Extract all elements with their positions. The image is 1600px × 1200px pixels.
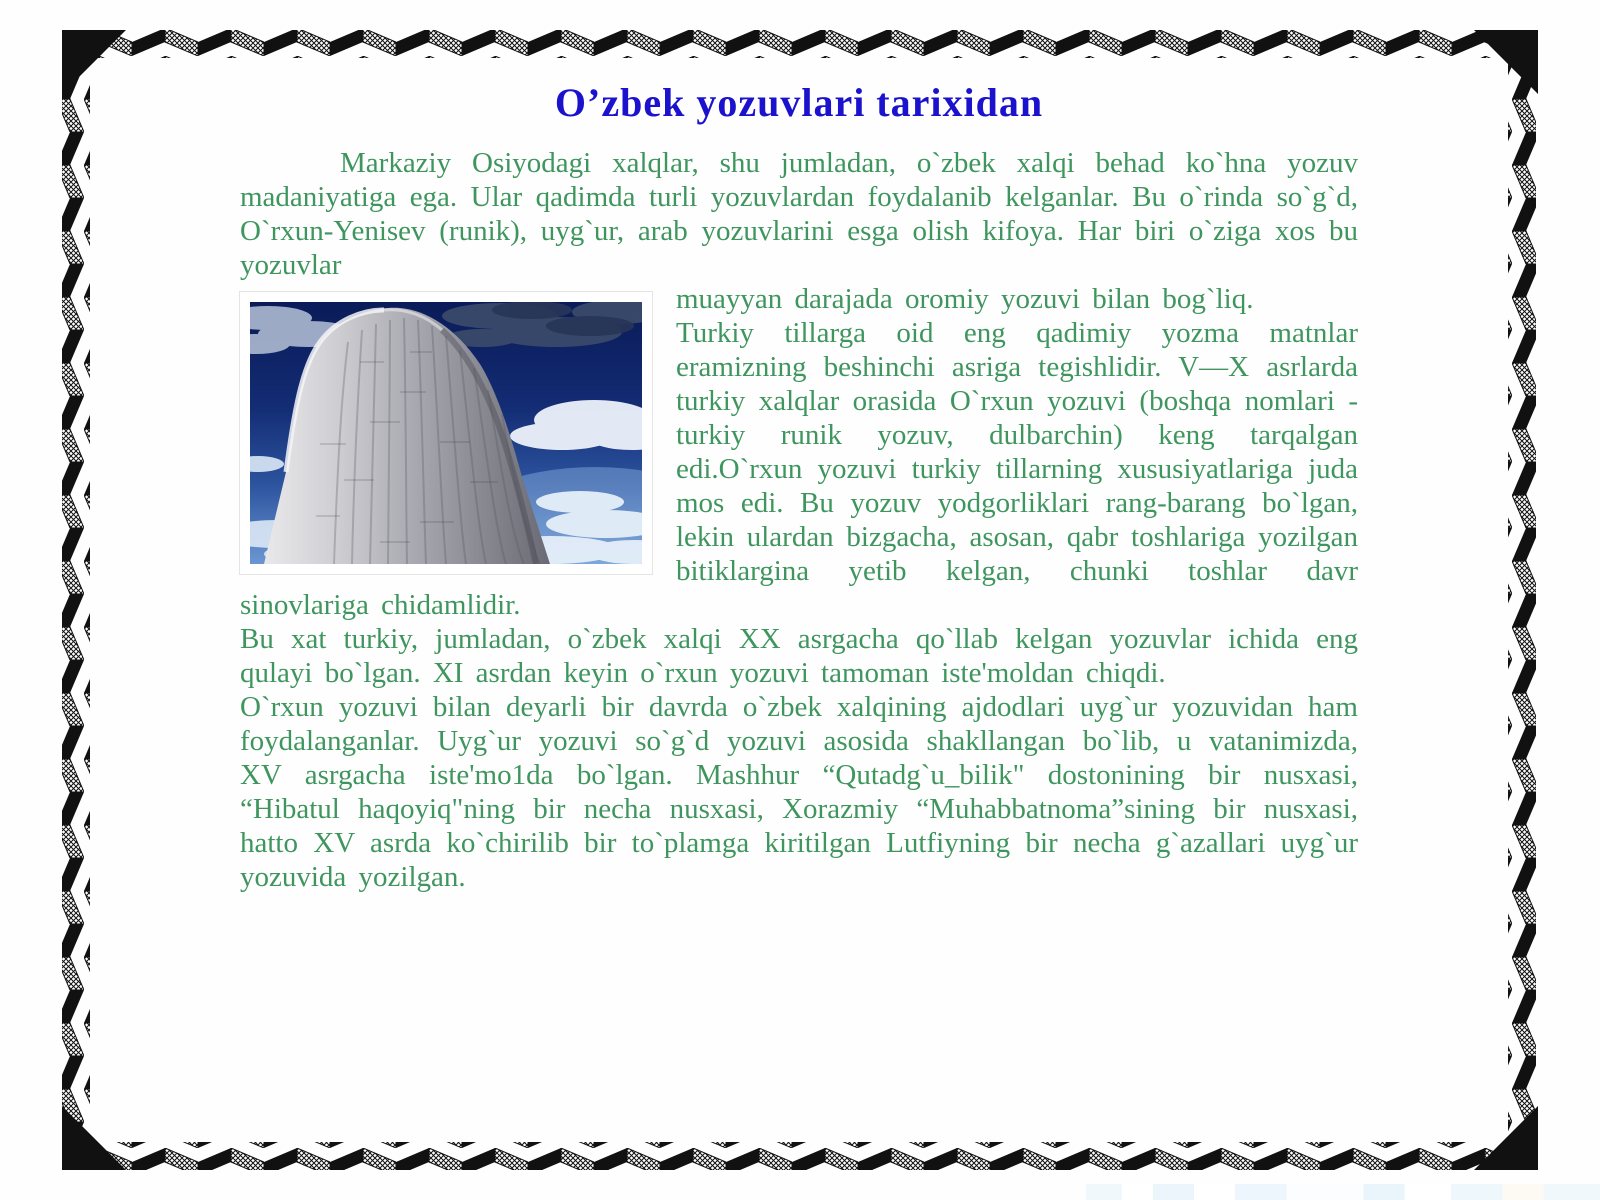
border-corner-bl — [62, 1106, 126, 1170]
stele-photo — [240, 292, 652, 574]
stele-illustration — [250, 302, 642, 564]
paragraph-wrap: muayyan darajada oromiy yozuvi bilan bog`liq. — [676, 283, 1254, 315]
border-corner-br — [1474, 1106, 1538, 1170]
border-corner-tl — [62, 30, 126, 94]
border-left — [62, 30, 90, 1170]
article-body — [240, 146, 1358, 894]
document-content — [240, 76, 1358, 894]
paragraph-intro: Markaziy Osiyodagi xalqlar, shu jumladan, o`zbek xalqi behad ko`hna yozuv madaniyatiga ega. Ular qadimda turli yozuvlardan foydalanib kelganlar. Bu o`rinda so`g`d, O`rxun-Yenisev (runik), uyg`ur, arab yozuvlarini esga olish kifoya. Har biri o`ziga xos bu yozuvlar — [240, 147, 1358, 281]
paragraph-orxun: O`rxun yozuvi bilan deyarli bir davrda o`zbek xalqining ajdodlari uyg`ur yozuvidan ham foydalanganlar. Uyg`ur yozuvi so`g`d yozuvi asosida shakllangan bo`lib, u vatanimizda, XV asrgacha iste'mo1da bo`lgan. Mashhur “Qutadg`u_bilik" dostonining bir nusxasi, “Hibatul haqoyiq"ning bir necha nusxasi, Xorazmiy “Muhabbatnoma”sining bir nusxasi, hatto XV asrda ko`chirilib bir to`plamga kiritilgan Lutfiyning bir necha g`azallari uyg`ur yozuvida yozilgan. — [240, 691, 1358, 893]
border-top — [62, 30, 1538, 58]
paragraph-turkiy: Turkiy tillarga oid eng qadimiy yozma matnlar eramizning beshinchi asriga tegishlidir. V—X asrlarda turkiy xalqlar orasida O`rxun yozuvi (boshqa nomlari - turkiy runik yozuv, dulbarchin) keng tarqalgan edi.O`rxun yozuvi turkiy tillarning xususiyatlariga juda mos edi. Bu yozuv yodgorliklari rang-barang bo`lgan, lekin ulardan bizgacha, asosan, qabr toshlariga yozilgan bitiklargina yetib kelgan, chunki toshlar davr sinovlariga chidamlidir. — [240, 317, 1358, 621]
bottom-edge-artifact — [1086, 1184, 1600, 1200]
border-corner-tr — [1474, 30, 1538, 94]
page-title: O’zbek yozuvlari tarixidan — [554, 80, 1044, 125]
border-bottom — [62, 1142, 1538, 1170]
paragraph-buxat: Bu xat turkiy, jumladan, o`zbek xalqi XX asrgacha qo`llab kelgan yozuvlar ichida eng qulayi bo`lgan. XI asrdan keyin o`rxun yozuvi tamoman iste'moldan chiqdi. — [240, 623, 1358, 689]
border-right — [1508, 30, 1536, 1170]
